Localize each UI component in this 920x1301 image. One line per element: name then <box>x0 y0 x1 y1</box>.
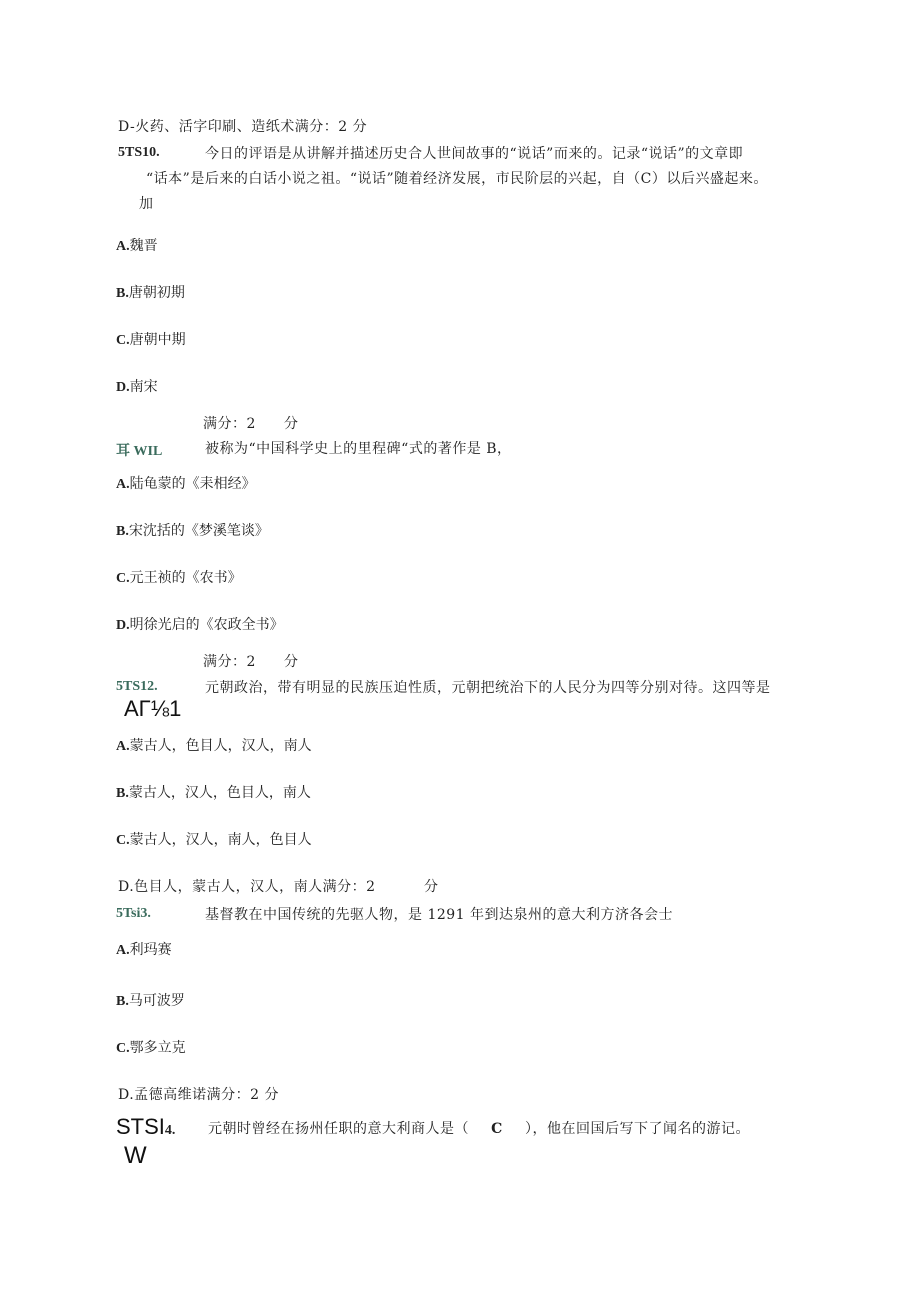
question-12-handwriting: AΓ⅛1 <box>124 696 182 721</box>
question-13-text: 基督教在中国传统的先驱人物，是 1291 年到达泉州的意大利方济各会士 <box>205 907 674 923</box>
q10-option-d: D.南宋 <box>116 379 158 395</box>
q11-option-c: C.元王祯的《农书》 <box>116 570 242 586</box>
q11-option-d: D.明徐光启的《农政全书》 <box>116 617 284 633</box>
question-14-number: STSI4. <box>116 1114 176 1139</box>
prev-option-d-score: D-火药、活字印刷、造纸术满分：2 分 <box>118 119 368 135</box>
q13-option-d-score: D.孟德高维诺满分：2 分 <box>118 1087 280 1103</box>
question-14-text: 元朝时曾经在扬州任职的意大利商人是（ C ），他在回国后写下了闻名的游记。 <box>208 1121 750 1137</box>
question-11-text: 被称为“中国科学史上的里程碑“式的著作是 B， <box>205 441 512 457</box>
q10-score-unit: 分 <box>284 416 299 432</box>
question-14-handwriting: W <box>124 1142 147 1169</box>
q13-option-c: C.鄂多立克 <box>116 1040 186 1056</box>
q12-option-b: B.蒙古人，汉人，色目人，南人 <box>116 785 311 801</box>
q10-option-c: C.唐朝中期 <box>116 332 186 348</box>
question-11-number: 耳 WIL <box>116 444 163 459</box>
q12-option-d-score: D.色目人，蒙古人，汉人，南人满分：2 <box>118 879 376 895</box>
question-12-number: 5TS12. <box>116 679 158 694</box>
question-10-number: 5TS10. <box>118 145 160 160</box>
question-13-number: 5Tsi3. <box>116 906 151 921</box>
q10-score: 满分：2 <box>203 416 256 432</box>
q10-option-a: A.魏晋 <box>116 238 158 254</box>
question-10-text-line2: “话本”是后来的白话小说之祖。“说话”随着经济发展，市民阶层的兴起，自（C）以后兴盛起来。 <box>146 171 768 187</box>
question-10-text-line1: 今日的评语是从讲解并描述历史合人世间故事的“说话”而来的。记录“说话”的文章即 <box>205 146 744 162</box>
q14-answer: C <box>491 1121 503 1137</box>
q12-option-a: A.蒙古人，色目人，汉人，南人 <box>116 738 312 754</box>
q11-score-unit: 分 <box>284 654 299 670</box>
q11-score: 满分：2 <box>203 654 256 670</box>
q11-option-a: A.陆龟蒙的《耒相经》 <box>116 476 256 492</box>
q13-option-b: B.马可波罗 <box>116 993 185 1009</box>
q12-score-unit: 分 <box>424 879 439 895</box>
q13-option-a: A.利玛赛 <box>116 942 172 958</box>
question-10-text-line3: 加 <box>139 196 154 212</box>
q12-option-c: C.蒙古人，汉人，南人，色目人 <box>116 832 312 848</box>
question-12-text: 元朝政治，带有明显的民族压迫性质，元朝把统治下的人民分为四等分别对待。这四等是 <box>205 680 771 696</box>
q10-option-b: B.唐朝初期 <box>116 285 185 301</box>
q11-option-b: B.宋沈括的《梦溪笔谈》 <box>116 523 269 539</box>
